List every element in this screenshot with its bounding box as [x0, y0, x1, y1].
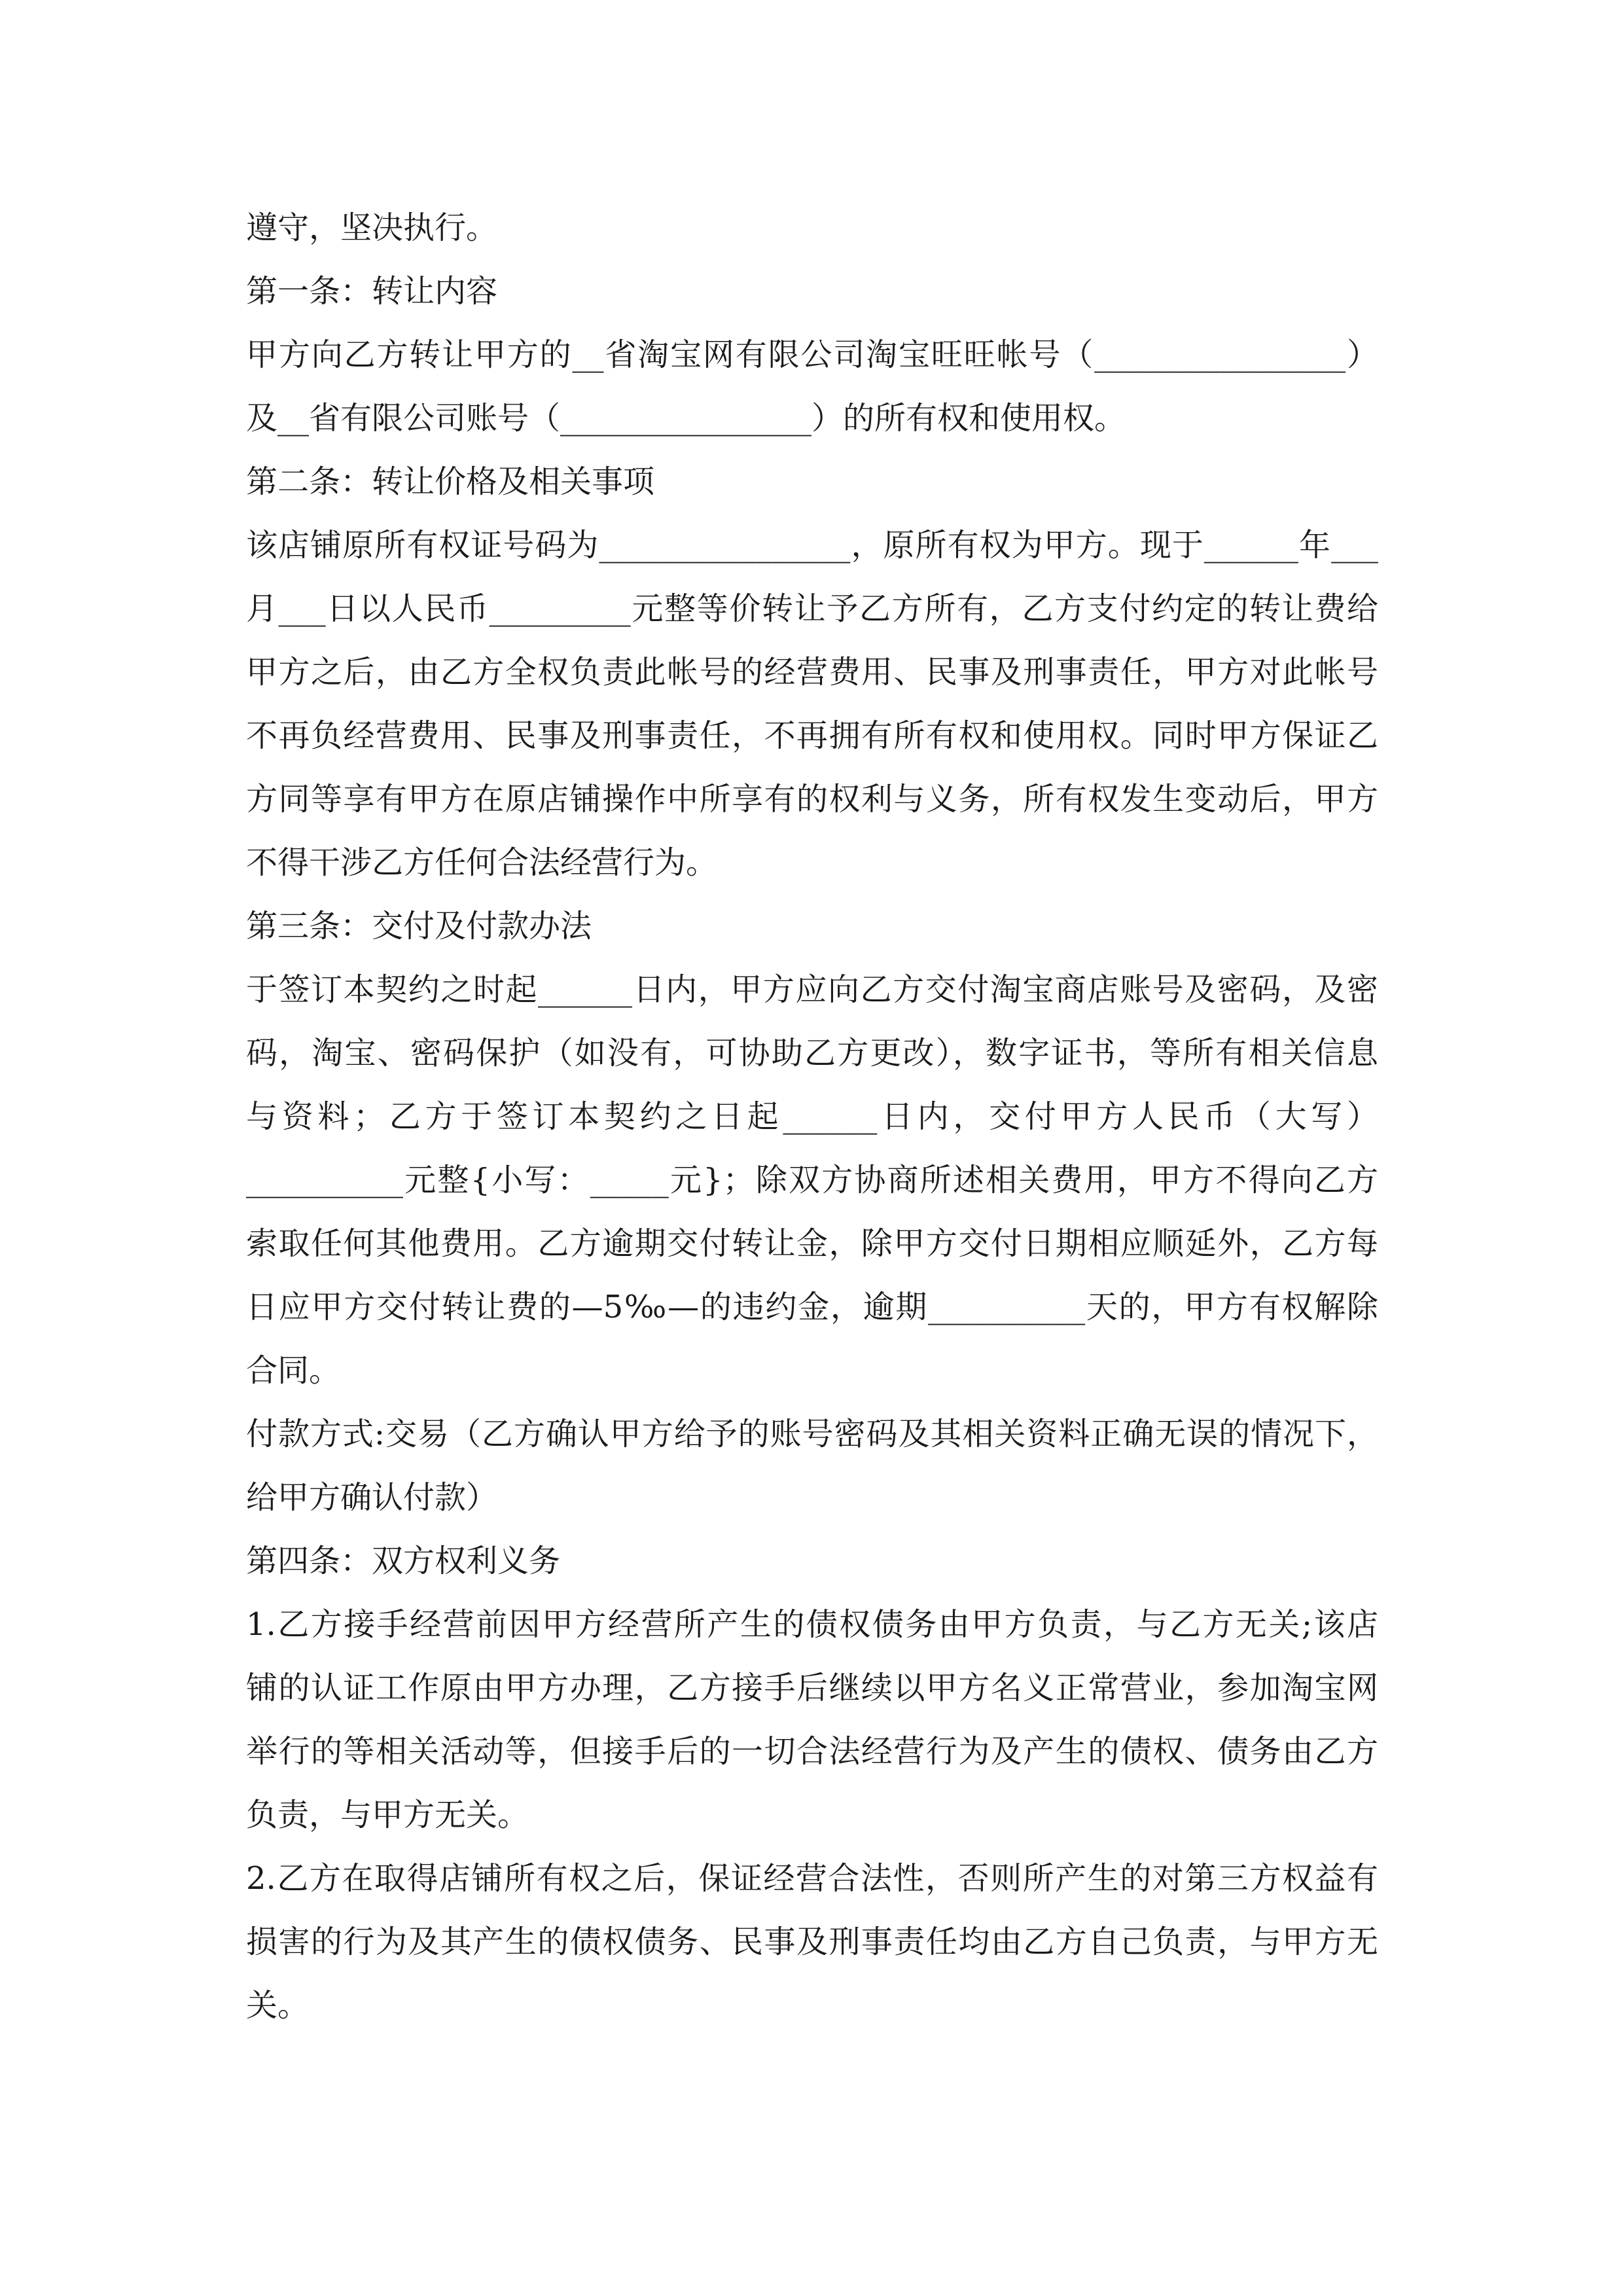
text-line: 于签订本契约之时起______日内，甲方应向乙方交付淘宝商店账号及密码，及密 [246, 971, 1378, 1008]
text-line: 铺的认证工作原由甲方办理，乙方接手后继续以甲方名义正常营业，参加淘宝网 [246, 1670, 1378, 1706]
section-heading-1: 第一条：转让内容 [246, 273, 498, 310]
text-line: 不得干涉乙方任何合法经营行为。 [246, 844, 718, 881]
text-line: 合同。 [246, 1352, 341, 1389]
text-line: 关。 [246, 1987, 310, 2024]
document-body [246, 196, 1378, 2037]
text-line: 与资料；乙方于签订本契约之日起______日内，交付甲方人民币（大写） [246, 1098, 1378, 1135]
text-line: 月___日以人民币_________元整等价转让予乙方所有，乙方支付约定的转让费给 [246, 590, 1378, 627]
text-line: 1.乙方接手经营前因甲方经营所产生的债权债务由甲方负责，与乙方无关;该店 [246, 1606, 1378, 1643]
text-line: 不再负经营费用、民事及刑事责任，不再拥有所有权和使用权。同时甲方保证乙 [246, 717, 1378, 754]
text-line: 给甲方确认付款） [246, 1479, 498, 1516]
text-line: 遵守，坚决执行。 [246, 209, 498, 246]
text-line: 及__省有限公司账号（________________）的所有权和使用权。 [246, 400, 1126, 437]
section-heading-4: 第四条：双方权利义务 [246, 1543, 561, 1579]
section-heading-3: 第三条：交付及付款办法 [246, 908, 592, 944]
text-line: 甲方之后，由乙方全权负责此帐号的经营费用、民事及刑事责任，甲方对此帐号 [246, 654, 1378, 691]
text-line: 该店铺原所有权证号码为________________，原所有权为甲方。现于______年___ [246, 527, 1378, 564]
text-line: 甲方向乙方转让甲方的__省淘宝网有限公司淘宝旺旺帐号（________________） [246, 336, 1378, 373]
text-line: 负责，与甲方无关。 [246, 1797, 529, 1833]
section-heading-2: 第二条：转让价格及相关事项 [246, 463, 655, 500]
text-line: 索取任何其他费用。乙方逾期交付转让金，除甲方交付日期相应顺延外，乙方每 [246, 1225, 1378, 1262]
text-line: 付款方式:交易（乙方确认甲方给予的账号密码及其相关资料正确无误的情况下， [246, 1416, 1378, 1452]
text-line: 日应甲方交付转让费的—5‰—的违约金，逾期__________天的，甲方有权解除 [246, 1289, 1378, 1325]
text-line: 方同等享有甲方在原店铺操作中所享有的权利与义务，所有权发生变动后，甲方 [246, 781, 1378, 817]
text-line: 2.乙方在取得店铺所有权之后，保证经营合法性，否则所产生的对第三方权益有 [246, 1860, 1378, 1897]
text-line: 举行的等相关活动等，但接手后的一切合法经营行为及产生的债权、债务由乙方 [246, 1733, 1378, 1770]
text-line: __________元整{小写：_____元}；除双方协商所述相关费用，甲方不得向乙方 [246, 1162, 1378, 1198]
text-line: 损害的行为及其产生的债权债务、民事及刑事责任均由乙方自己负责，与甲方无 [246, 1924, 1378, 1960]
text-line: 码，淘宝、密码保护（如没有，可协助乙方更改），数字证书，等所有相关信息 [246, 1035, 1378, 1071]
